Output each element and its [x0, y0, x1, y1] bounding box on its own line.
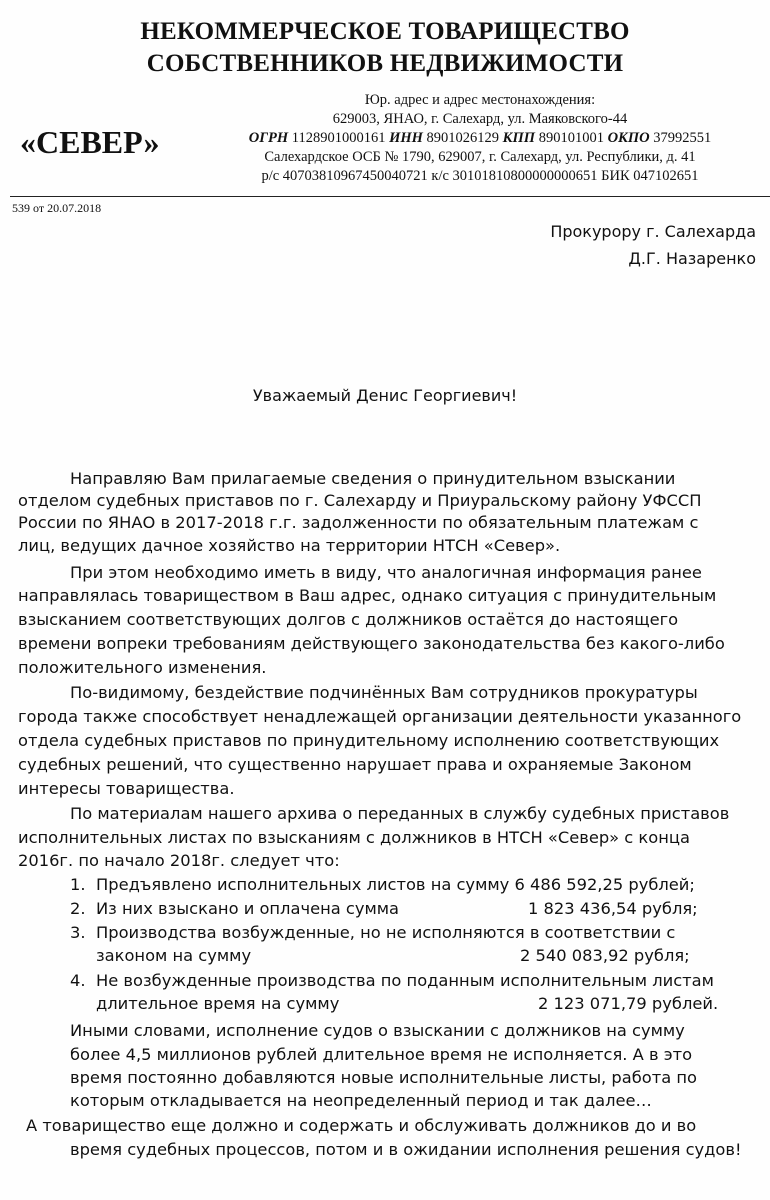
okpo-value: 37992551	[649, 130, 712, 146]
list-item	[70, 923, 675, 943]
text-line: При этом необходимо иметь в виду, что аналогичная информация ранее	[70, 563, 702, 582]
legal-address: 629003, ЯНАО, г. Салехард, ул. Маяковского-44	[332, 111, 628, 127]
text-line: более 4,5 миллионов рублей длительное время не исполняется. А в это	[70, 1045, 693, 1064]
list-item-text: Из них взыскано и оплачена сумма	[96, 899, 400, 918]
text-line: Направляю Вам прилагаемые сведения о принудительном взыскании	[70, 469, 676, 488]
kpp-value: 890101001	[535, 130, 608, 146]
organization-brand: «СЕВЕР»	[20, 124, 160, 160]
letterhead-divider	[10, 196, 770, 197]
list-item-text: Производства возбужденные, но не исполняются в соответствии с	[96, 923, 676, 942]
text-line: По материалам нашего архива о переданных в службу судебных приставов	[70, 804, 730, 823]
text-line: отделом судебных приставов по г. Салехарду и Приуральскому району УФССП	[18, 491, 702, 510]
list-item-amount: 2 123 071,79 рублей.	[538, 994, 719, 1013]
greeting: Уважаемый Денис Георгиевич!	[252, 386, 518, 405]
ogrn-value: 1128901000161	[288, 130, 390, 146]
addressee-name: Д.Г. Назаренко	[628, 249, 756, 268]
text-line: судебных решений, что существенно нарушает права и охраняемые Законом	[18, 755, 692, 774]
text-line: Иными словами, исполнение судов о взыскании с должников на сумму	[70, 1021, 685, 1040]
text-line: взысканием соответствующих долгов с должников остаётся до настоящего	[18, 610, 679, 629]
okpo-label: ОКПО	[607, 130, 650, 146]
text-line: которым откладывается на неопределенный период и так далее…	[70, 1091, 652, 1110]
text-line: время постоянно добавляются новые исполнительные листы, работа по	[70, 1068, 697, 1087]
text-line: отдела судебных приставов по принудительному исполнению соответствующих	[18, 731, 720, 750]
list-item-amount: 2 540 083,92 рубля;	[520, 946, 690, 965]
text-line: положительного изменения.	[18, 658, 267, 677]
addressee-position: Прокурору г. Салехарда	[550, 222, 756, 241]
list-item-continuation: законом на сумму	[96, 946, 252, 965]
inn-value: 8901026129	[422, 130, 503, 146]
list-item-number: 3.	[70, 923, 86, 942]
text-line: интересы товарищества.	[18, 779, 235, 798]
list-item-number: 4.	[70, 971, 86, 990]
bank-details: Салехардское ОСБ № 1790, 629007, г. Салехард, ул. Республики, д. 41	[264, 149, 696, 165]
text-line: 2016г. по начало 2018г. следует что:	[18, 851, 340, 870]
kpp-label: КПП	[502, 130, 536, 146]
text-line: направлялась товариществом в Ваш адрес, однако ситуация с принудительным	[18, 586, 717, 605]
organization-name-line-1: НЕКОММЕРЧЕСКОЕ ТОВАРИЩЕСТВО	[140, 18, 630, 45]
registration-codes	[210, 130, 750, 147]
list-item-text: Не возбужденные производства по поданным исполнительным листам	[96, 971, 714, 990]
outgoing-number: 539 от 20.07.2018	[12, 201, 102, 215]
list-item-number: 2.	[70, 899, 86, 918]
text-line: А товарищество еще должно и содержать и обслуживать должников до и во	[26, 1116, 697, 1135]
text-line: время судебных процессов, потом и в ожидании исполнения решения судов!	[70, 1140, 742, 1159]
list-item	[70, 899, 399, 919]
inn-label: ИНН	[389, 130, 423, 146]
list-item	[70, 875, 695, 895]
text-line: По-видимому, бездействие подчинённых Вам сотрудников прокуратуры	[70, 683, 698, 702]
text-line: исполнительных листах по взысканиям с должников в НТСН «Север» с конца	[18, 828, 690, 847]
text-line: города также способствует ненадлежащей организации деятельности указанного	[18, 707, 742, 726]
text-line: России по ЯНАО в 2017-2018 г.г. задолженности по обязательным платежам с	[18, 513, 699, 532]
list-item-amount: 1 823 436,54 рубля;	[528, 899, 698, 918]
organization-name-line-2: СОБСТВЕННИКОВ НЕДВИЖИМОСТИ	[146, 50, 624, 77]
list-item-number: 1.	[70, 875, 86, 894]
address-title: Юр. адрес и адрес местонахождения:	[364, 92, 596, 108]
text-line: лиц, ведущих дачное хозяйство на территории НТСН «Север».	[18, 536, 561, 555]
list-item-text: Предъявлено исполнительных листов на сумму 6 486 592,25 рублей;	[96, 875, 695, 894]
list-item	[70, 971, 714, 991]
list-item-continuation: длительное время на сумму	[96, 994, 340, 1013]
text-line: времени вопреки требованиям действующего законодательства без какого-либо	[18, 634, 725, 653]
ogrn-label: ОГРН	[248, 130, 289, 146]
bank-accounts: р/с 40703810967450040721 к/с 30101810800000000651 БИК 047102651	[261, 168, 699, 184]
